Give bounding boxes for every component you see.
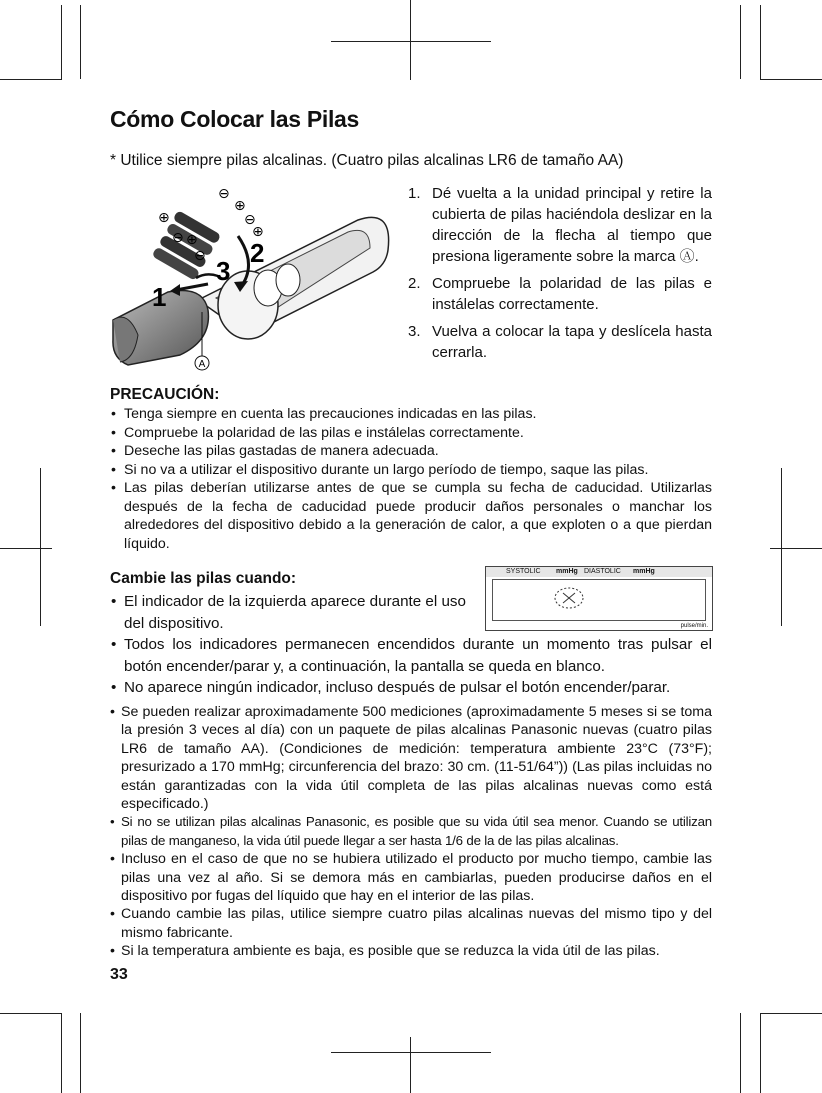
low-battery-icon <box>551 584 587 612</box>
notes-list <box>110 703 712 961</box>
plus-icon: ⊕ <box>158 210 170 226</box>
list-item: • El indicador de la izquierda aparece durante el uso del dispositivo. <box>111 593 466 632</box>
battery-install-illustration <box>108 180 398 372</box>
list-item: • Tenga siempre en cuenta las precauciones indicadas en las pilas. <box>111 406 537 422</box>
list-item: • Compruebe la polaridad de las pilas e instálelas correctamente. <box>111 424 524 441</box>
display-indicator <box>485 566 713 631</box>
list-item: • Si la temperatura ambiente es baja, es posible que se reduzca la vida útil de las pilas. <box>110 943 660 960</box>
page-title: Cómo Colocar las Pilas <box>110 106 360 132</box>
page-number: 33 <box>110 966 128 983</box>
list-item: • Se pueden realizar aproximadamente 500 mediciones (aproximadamente 5 meses si se toma la presión 3 veces al día) con un paquete de pilas alcalinas Panasonic nuevas (cuatro pilas LR6 de tamaño AA). (Condiciones de medición: temperatura ambiente 23°C (73°F); presurizado a 170 mmHg; circunferencia del brazo: 30 cm. (11-51/64”)) (Las pilas incluidas no están garantizadas con la vida útil completa de las pilas alcalinas nuevas como está especificado.) <box>110 704 712 813</box>
replace-heading: Cambie las pilas cuando: <box>110 570 297 587</box>
step2-label: 2 <box>250 238 265 268</box>
plus-icon: ⊕ <box>234 198 246 214</box>
step1-label: 1 <box>152 282 167 312</box>
precaution-heading: PRECAUCIÓN: <box>110 386 220 403</box>
step-item: 3. Vuelva a colocar la tapa y deslícela hasta cerrarla. <box>408 323 712 361</box>
plus-icon: ⊕ <box>186 232 198 248</box>
list-item: • No aparece ningún indicador, incluso después de pulsar el botón encender/parar. <box>111 679 671 696</box>
install-steps <box>406 183 712 369</box>
minus-icon: ⊖ <box>218 186 230 202</box>
list-item: • Todos los indicadores permanecen encendidos durante un momento tras pulsar el botón encender/parar y, a continuación, la pantalla se queda en blanco. <box>111 636 712 675</box>
step-item: 2. Compruebe la polaridad de las pilas e instálelas correctamente. <box>408 275 712 313</box>
list-item: • Si no va a utilizar el dispositivo durante un largo período de tiempo, saque las pilas. <box>111 461 649 478</box>
intro-note: * Utilice siempre pilas alcalinas. (Cuatro pilas alcalinas LR6 de tamaño AA) <box>110 152 624 169</box>
plus-icon: ⊕ <box>252 224 264 240</box>
arrow-3 <box>196 274 218 278</box>
step-item: 1. Dé vuelta a la unidad principal y retire la cubierta de pilas haciéndola deslizar en la dirección de la flecha al tiempo que presiona ligeramente sobre la marca Ⓐ. <box>408 185 712 265</box>
pulse-label: pulse/min. <box>680 623 708 629</box>
minus-icon: ⊖ <box>244 212 256 228</box>
list-item: • Cuando cambie las pilas, utilice siempre cuatro pilas alcalinas nuevas del mismo tipo y del mismo fabricante. <box>110 906 712 941</box>
precaution-list <box>110 405 712 553</box>
list-item: • Incluso en el caso de que no se hubiera utilizado el producto por mucho tiempo, cambie las pilas una vez al año. Si se demora más en cambiarlas, pueden producirse daños en el dispositivo por fugas del líquido que hay en el interior de las pilas. <box>110 851 712 905</box>
mark-a-label: A <box>198 359 206 370</box>
step3-label: 3 <box>216 256 231 286</box>
minus-icon: ⊖ <box>194 248 206 264</box>
display-header: SYSTOLIC mmHg DIASTOLIC mmHg <box>486 567 712 577</box>
list-item: • Las pilas deberían utilizarse antes de que se cumpla su fecha de caducidad. Utilizarlas después de la fecha de caducidad puede producir daños personales o manchar los alrededores del dispositivo debido a la generación de calor, a que exploten o a que pierdan líquido. <box>111 480 712 552</box>
list-item: • Si no se utilizan pilas alcalinas Panasonic, es posible que su vida útil sea menor. Cuando se utilizan pilas de manganeso, la vida útil puede llegar a ser hasta 1/6 de la de las pilas alcalinas. <box>110 814 712 848</box>
list-item: • Deseche las pilas gastadas de manera adecuada. <box>111 443 439 459</box>
arrow-1 <box>176 284 208 290</box>
minus-icon: ⊖ <box>172 230 184 246</box>
